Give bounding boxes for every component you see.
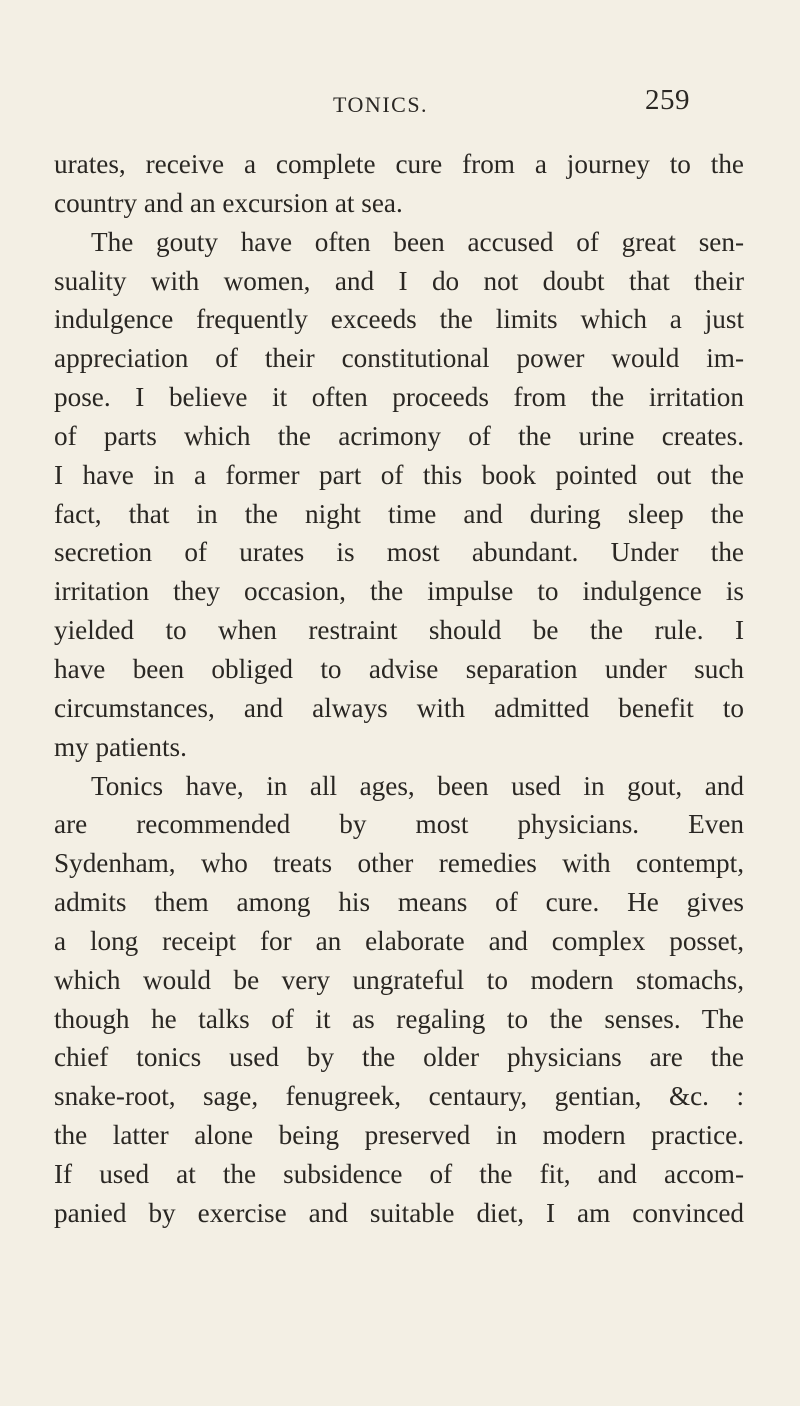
running-head (0, 84, 800, 118)
text-line: indulgence frequently exceeds the limits which a just (54, 304, 744, 335)
text-line: If used at the subsidence of the fit, and accom- (54, 1158, 744, 1189)
text-line: pose. I believe it often proceeds from the irritation (54, 382, 744, 413)
text-line: chief tonics used by the older physicians are the (54, 1042, 744, 1073)
text-line: fact, that in the night time and during sleep the (54, 498, 744, 529)
text-line: urates, receive a complete cure from a journey to the (54, 149, 744, 179)
text-line: which would be very ungrateful to modern stomachs, (54, 964, 744, 995)
text-line: yielded to when restraint should be the rule. I (54, 615, 744, 646)
text-line: have been obliged to advise separation under such (54, 653, 744, 684)
running-title: TONICS. (333, 92, 429, 117)
text-line: The gouty have often been accused of great sen- (91, 226, 744, 257)
text-line: appreciation of their constitutional power would im- (54, 343, 744, 374)
text-line: are recommended by most physicians. Even (54, 809, 744, 840)
page-number: 259 (645, 84, 690, 116)
text-line: I have in a former part of this book pointed out the (54, 459, 744, 490)
text-line: suality with women, and I do not doubt that their (54, 265, 744, 296)
body-text (54, 145, 744, 1233)
text-line: admits them among his means of cure. He gives (54, 887, 744, 918)
text-line: my patients. (54, 731, 187, 762)
text-line: panied by exercise and suitable diet, I am convinced (54, 1197, 744, 1228)
text-line: secretion of urates is most abundant. Under the (54, 537, 744, 568)
text-line: Sydenham, who treats other remedies with contempt, (54, 848, 744, 879)
text-line: Tonics have, in all ages, been used in gout, and (91, 770, 744, 801)
text-line: country and an excursion at sea. (54, 187, 403, 218)
text-line: circumstances, and always with admitted benefit to (54, 692, 744, 723)
text-line: snake-root, sage, fenugreek, centaury, gentian, &c. : (54, 1081, 744, 1112)
text-line: a long receipt for an elaborate and complex posset, (54, 925, 744, 956)
text-line: though he talks of it as regaling to the senses. The (54, 1003, 744, 1034)
text-line: irritation they occasion, the impulse to indulgence is (54, 576, 744, 607)
text-line: the latter alone being preserved in modern practice. (54, 1120, 744, 1151)
text-line: of parts which the acrimony of the urine creates. (54, 420, 744, 451)
